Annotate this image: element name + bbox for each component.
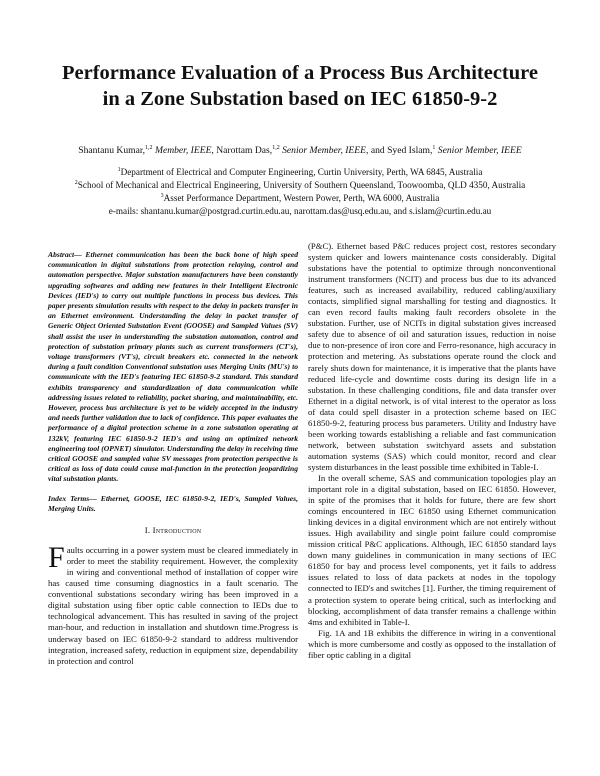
author-affil-mark: 1,2: [145, 144, 153, 151]
abstract-text: — Ethernet communication has been the back bone of high speed communication in digital substations from protection relaying, control and automation perspective. Major substation manufacturers have been constantly upgrading softwares and adding new features in their Intelligent Electronic Devices (IED's) to carry out multiple functions in process bus devices. This paper presents simulation results with respect to the delay in packets transfer in an Ethernet environment. Understanding the delay in packet transfer of Generic Object Oriented Substation Event (GOOSE) and Sampled Values (SV) shall assist the user in understanding the substation automation, control and protection of substation primary plants such as current transformers (CT's), voltage transformers (VT's), circuit breakers etc. connected in the network during a fault condition Conventional substation uses Merging Units (MU's) to communicate with the IED's featuring IEC 61850-9-2 standard. This standard exhibits transparency and standardization of data communication while addressing issues related to reliability, packet sharing, and maintainability, etc. However, process bus architecture is yet to be widely accepted in the industry and needs further validation due to lack of confidence. This paper evaluates the performance of a digital protection scheme in a zone substation operating at 132kV, featuring IEC 61850-9-2 IED's and using an optimized network engineering tool (OPNET) simulator. Understanding the delay in receiving time critical GOOSE and sampled value SV messages from protection perspective is critical as loss of data could cause mal-function in the protection jeopardizing vital substation plants.: [48, 250, 298, 484]
author-affil-mark: 1: [432, 144, 436, 151]
affiliation-3: [40, 192, 560, 205]
affiliation-2: [40, 179, 560, 192]
author-role: Member, IEEE,: [154, 145, 214, 156]
affil-text: Asset Performance Department, Western Power, Perth, WA 6000, Australia: [163, 193, 440, 203]
body-paragraph: (P&C). Ethernet based P&C reduces project cost, restores secondary system quicker and lowers maintenance costs considerably. Digital substations have the potential to optimize through nonconventional instrument transformers (NCIT) and process bus due to its advanced features, such as increased availability, reduced cabling/auxiliary contacts, simplified signal marshalling for testing and diagnostics. It can even record faults making fault recorders obsolete in the substation. Further, use of NCITs in digital substation gives increased safety due to absence of oil and saturation issues, reduction in noise due to non-presence of iron core and Ferro-resonance, high accuracy in protection and metering. As substations operate round the clock and rarely shuts down for maintenance, it is imperative that the plants have reduced life-cycle and downtime costs during its design life in a substation. In these challenging conditions, file and data transfer over Ethernet in a digital network, is of vital interest to the operator as loss of data could spell disaster in a protection scheme based on IEC 61850-9-2, featuring process bus parameters. Utility and Industry have been working towards establishing a reliable and fast communication network, between substation switchyard assets and substation automation systems (SAS) which could monitor, record and clear system disturbances in the least possible time exhibited in Table-I.: [308, 241, 556, 472]
author-name: Narottam Das,: [216, 145, 273, 156]
author-name: and Syed Islam,: [370, 145, 433, 156]
right-column: [308, 241, 556, 661]
section-numeral: I.: [144, 525, 151, 536]
affil-text: Department of Electrical and Computer Engineering, Curtin University, Perth, WA 6845, Australia: [120, 167, 483, 177]
author-role: Senior Member, IEEE,: [282, 145, 369, 156]
author-line: [40, 145, 560, 157]
abstract: [48, 250, 298, 485]
index-terms-text: — Ethernet, GOOSE, IEC 61850-9-2, IED's, Sampled Values, Merging Units.: [48, 493, 299, 513]
left-column: [48, 250, 298, 667]
author-affil-mark: 1,2: [272, 144, 280, 151]
section-title: Introduction: [152, 525, 202, 536]
author-name: Shantanu Kumar,: [78, 145, 146, 156]
intro-paragraph: [48, 541, 298, 667]
affil-mark: 2: [74, 179, 78, 186]
affil-text: School of Mechanical and Electrical Engineering, University of Southern Queensland, Toowoomba, QLD 4350, Australia: [77, 180, 526, 190]
intro-text: aults occurring in a power system must be cleared immediately in order to meet the stability requirement. However, the complexity in wiring and conventional method of installation of copper wire has caused time consuming diagnostics in a fault scenario. The conventional substations secondary wiring has been improved in a digital substation using fiber optic cable connection to IEDs due to technological advancement. This has resulted in saving of the project man-hour, and reduction in installation and shutdown time.Progress is underway based on IEC 61850-9-2 standard to address multivendor integration, increased safety, reduction in equipment size, dependability in protection and control: [48, 545, 298, 666]
affil-mark: 3: [160, 192, 164, 199]
body-paragraph: Fig. 1A and 1B exhibits the difference in wiring in a conventional which is more cumbersome and costly as opposed to the installation of fiber optic cabling in a digital: [308, 627, 556, 660]
drop-cap: F: [48, 541, 65, 575]
affil-mark: 1: [117, 166, 121, 173]
affiliations: [40, 166, 560, 218]
index-terms: [48, 494, 298, 514]
section-heading: [48, 525, 298, 536]
index-terms-lead: Index Terms: [48, 493, 90, 503]
email-line: e-mails: shantanu.kumar@postgrad.curtin.edu.au, narottam.das@usq.edu.au, and s.islam@curtin.edu.au: [108, 206, 492, 216]
affiliation-1: [40, 166, 560, 179]
abstract-lead: Abstract: [48, 250, 75, 259]
paper-title: Performance Evaluation of a Process Bus Architecture in a Zone Substation based on IEC 61850-9-2: [62, 62, 538, 110]
body-paragraph: In the overall scheme, SAS and communication topologies play an important role in a digital substation, based on IEC 61850. However, in spite of the promises that it holds for future, there are few short comings encountered in IEC 61850 using Ethernet communication linking devices in a digital environment which are not entirely without issues. High availability and single point failure could compromise mission critical P&C applications. Although, IEC 61850 standard lays down many guidelines in communication in many sections of IEC 61850 for bay and process level components, yet it fails to address issues related to loss of data packets at nodes in the topology connected to IED's and switches [1]. Further, the timing requirement of a protection system to operate being critical, such as interlocking and blocking, accomplishment of data transfer remains a challenge within 4ms and exhibited in Table-I.: [308, 472, 556, 627]
author-role: Senior Member, IEEE: [437, 145, 522, 156]
